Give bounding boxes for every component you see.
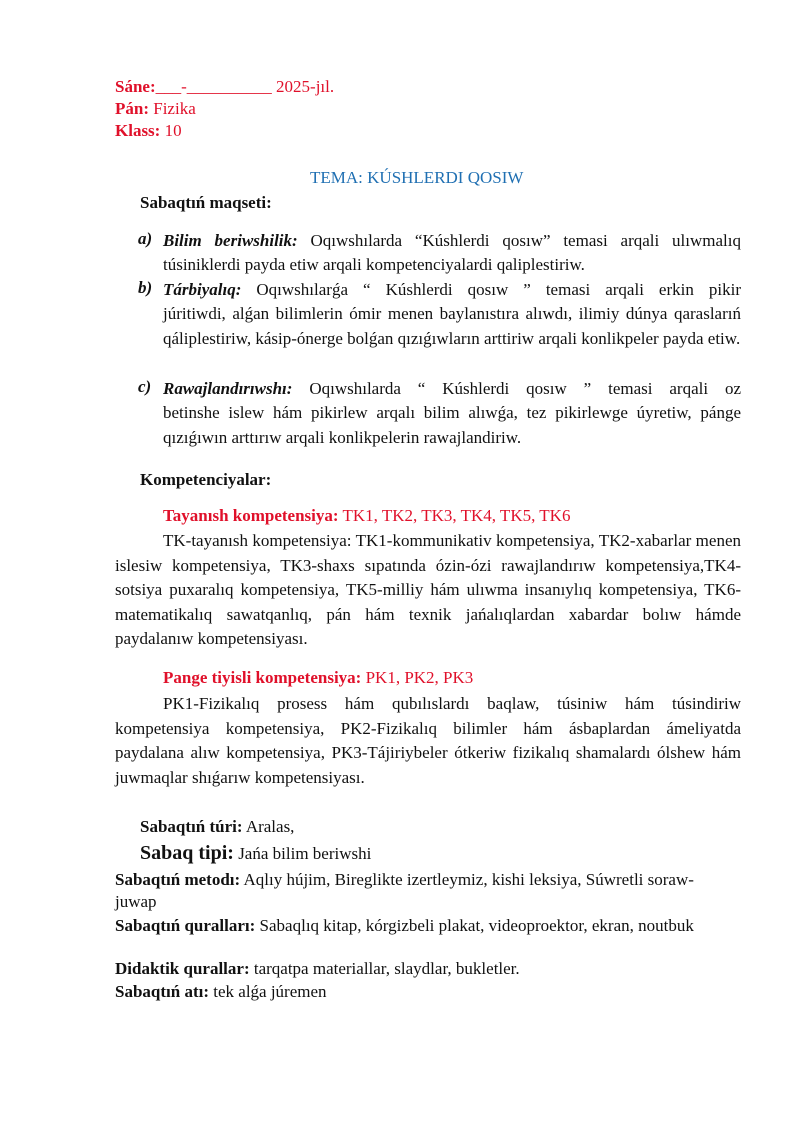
goal-c-text: betinshe islew hám pikirlew arqalı bilim alıwǵa, tez pikirlewge úyretiw, pánge qızıǵıwın arttırıw arqali konlikpelerin rawajlandiriw. <box>163 403 741 447</box>
lesson-method-line <box>115 869 715 913</box>
goal-a-text: túsiniklerdi payda etiw arqali kompetenciyalardi qaliplestiriw. <box>163 255 585 274</box>
subject-line <box>115 99 196 119</box>
lesson-tools-value: Sabaqlıq kitap, kórgizbeli plakat, videoproektor, ekran, noutbuk <box>259 916 694 935</box>
goal-b-text: júritiwdi, alǵan bilimlerin ómir menen baylanıstıra alıwdı, ilimiy dúnya qaraslarıń qáliplestiriw, kásip-ónerge bolǵan qızıǵıwların arttiriw arqali konlikpeler payda etiw. <box>163 304 741 348</box>
goal-b-text1: Oqıwshılarǵa “ Kúshlerdi qosıw ” temasi arqali erkin pikir <box>256 280 741 299</box>
goal-c-text1: Oqıwshılarda “ Kúshlerdi qosıw ” temasi arqali oz <box>309 379 741 398</box>
topic-title: TEMA: KÚSHLERDI QOSIW <box>310 168 524 187</box>
lesson-tools-label: Sabaqtıń quralları: <box>115 916 256 935</box>
lesson-didactic-line <box>115 959 520 979</box>
basic-competency-codes: TK1, TK2, TK3, TK4, TK5, TK6 <box>342 506 571 525</box>
class-value: 10 <box>164 121 182 140</box>
goal-a-text1: Oqıwshılarda “Kúshlerdi qosıw” temasi arqali ulıwmalıq <box>310 231 742 250</box>
lesson-tools-line <box>115 915 741 937</box>
date-blank: ___-__________ <box>155 77 272 96</box>
year-value: 2025-jıl. <box>276 77 335 96</box>
subject-competency-line <box>163 668 473 688</box>
lesson-motto-label: Sabaqtıń atı: <box>115 982 209 1001</box>
goal-marker-a: a) <box>138 229 153 248</box>
class-line <box>115 121 182 141</box>
subject-competency-codes: PK1, PK2, PK3 <box>365 668 474 687</box>
goal-marker-b: b) <box>138 278 153 297</box>
lesson-type-line <box>140 817 294 837</box>
class-label: Klass: <box>115 121 161 140</box>
lesson-method-label: Sabaqtıń metodı: <box>115 870 241 889</box>
subject-competency-label: Pange tiyisli kompetensiya: <box>163 668 362 687</box>
lesson-kind-value: Jańa bilim beriwshi <box>238 844 372 863</box>
subject-label: Pán: <box>115 99 149 118</box>
lesson-kind-line <box>140 842 371 865</box>
lesson-type-label: Sabaqtıń túri: <box>140 817 243 836</box>
subject-value: Fizika <box>153 99 196 118</box>
goal-c-line1 <box>163 377 741 402</box>
lesson-method-value: Aqlıy hújim, Bireglikte izertleymiz, kishi leksiya, Súwretli soraw-juwap <box>115 870 694 911</box>
basic-competency-label: Tayanısh kompetensiya: <box>163 506 339 525</box>
goal-marker-c: c) <box>138 377 152 396</box>
goal-a-label: Bilim beriwshilik: <box>163 231 298 250</box>
goal-c-label: Rawajlandırıwshı: <box>163 379 293 398</box>
lesson-type-value: Aralas, <box>245 817 295 836</box>
lesson-didactic-label: Didaktik qurallar: <box>115 959 250 978</box>
lesson-motto-value: tek alǵa júremen <box>213 982 327 1001</box>
goal-b-line1 <box>163 278 741 303</box>
goal-b-label: Tárbiyalıq: <box>163 280 242 299</box>
basic-competency-desc: TK-tayanısh kompetensiya: TK1-kommunikativ kompetensiya, TK2-xabarlar menen islesiw kompetensiya, TK3-shaxs sıpatında ózin-ózi rawajlandırıw kompetensiya,TK4-sotsiya puxaralıq kompetensiya, TK5-milliy hám ulıwma insanıylıq kompetensiya, TK6-matematikalıq sawatqanlıq, pán hám texnik jańalıqlardan xabardar bolıw hámde paydalanıw kompetensiyası. <box>115 531 741 648</box>
lesson-kind-label: Sabaq tipi: <box>140 842 234 864</box>
date-label: Sáne: <box>115 77 156 96</box>
subject-competency-desc: PK1-Fizikalıq prosess hám qubılıslardı baqlaw, túsiniw hám túsindiriw kompetensiya kompetensiya, PK2-Fizikalıq bilimler hám ásbaplardan ámeliyatda paydalana alıw kompetensiya, PK3-Tájiriybeler ótkeriw fizikalıq shamalardı ólshew hám juwmaqlar shıǵarıw kompetensiyası. <box>115 694 741 787</box>
goal-a-line1 <box>163 229 741 254</box>
date-line <box>115 77 334 97</box>
basic-competency-line <box>163 506 570 526</box>
lesson-motto-line <box>115 982 327 1002</box>
competencies-title: Kompetenciyalar: <box>140 470 272 489</box>
lesson-didactic-value: tarqatpa materiallar, slaydlar, bukletler. <box>253 959 520 978</box>
goals-title: Sabaqtıń maqseti: <box>140 193 272 212</box>
